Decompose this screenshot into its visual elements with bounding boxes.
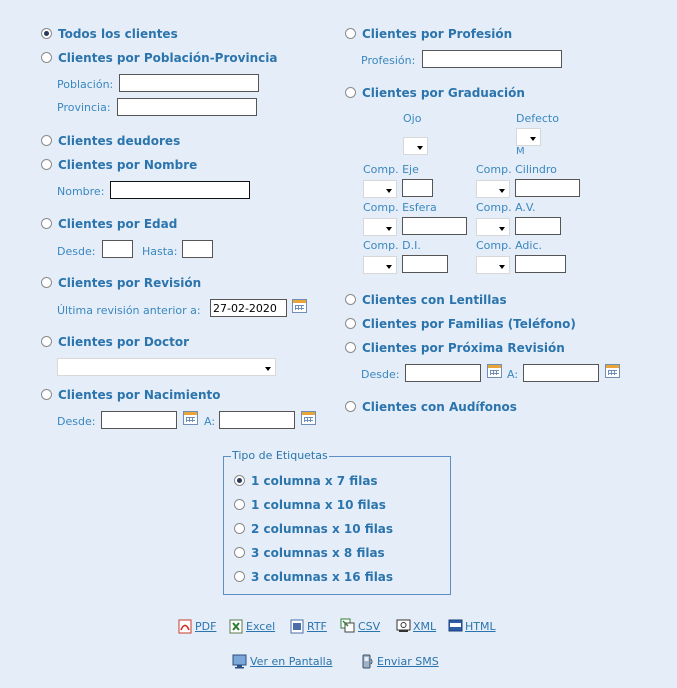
profesion-field-label: Profesión: (361, 54, 416, 67)
etiqueta-option-label-1: 1 columna x 10 filas (251, 498, 386, 512)
nacimiento-a-input[interactable] (219, 411, 295, 429)
etiqueta-option-radio-3[interactable] (234, 547, 245, 558)
profesion-label: Clientes por Profesión (362, 27, 513, 41)
etiqueta-option-label-4: 3 columnas x 16 filas (251, 570, 394, 584)
nacimiento-a-calendar-icon[interactable] (301, 411, 316, 425)
xml-icon[interactable] (396, 618, 411, 633)
html-icon[interactable] (448, 618, 463, 633)
edad-hasta-input[interactable] (182, 240, 213, 258)
csv-icon[interactable] (340, 618, 355, 633)
doctor-label: Clientes por Doctor (58, 335, 190, 349)
deudores-radio[interactable] (41, 135, 52, 146)
proxima-revision-radio[interactable] (345, 342, 356, 353)
poblacion-input[interactable] (119, 74, 259, 92)
ultima-revision-input[interactable] (210, 299, 287, 317)
comp-av-select[interactable] (476, 218, 510, 236)
comp-eje-select[interactable] (363, 180, 397, 198)
audifonos-label: Clientes con Audífonos (362, 400, 517, 414)
comp-di-input[interactable] (402, 255, 448, 273)
doctor-select[interactable] (57, 358, 276, 376)
revision-label: Clientes por Revisión (58, 276, 202, 290)
comp-esfera-label: Comp. Esfera (363, 201, 437, 214)
revision-calendar-icon[interactable] (292, 299, 307, 313)
export-excel-link[interactable]: Excel (246, 620, 276, 633)
etiqueta-option-label-2: 2 columnas x 10 filas (251, 522, 394, 536)
edad-desde-input[interactable] (102, 240, 133, 258)
ojo-label: Ojo (403, 112, 422, 125)
etiqueta-option-label-0: 1 columna x 7 filas (251, 474, 378, 488)
edad-label: Clientes por Edad (58, 217, 178, 231)
proxima-a-calendar-icon[interactable] (605, 364, 620, 378)
tipo-etiquetas-legend: Tipo de Etiquetas (232, 449, 328, 462)
nacimiento-desde-label: Desde: (57, 415, 96, 428)
enviar-sms-link[interactable]: Enviar SMS (377, 655, 439, 668)
comp-cilindro-select[interactable] (476, 180, 510, 198)
provincia-input[interactable] (117, 98, 257, 116)
comp-di-label: Comp. D.I. (363, 239, 421, 252)
doctor-radio[interactable] (41, 336, 52, 347)
provincia-label: Provincia: (57, 101, 111, 114)
nombre-input[interactable] (110, 181, 250, 199)
revision-radio[interactable] (41, 277, 52, 288)
comp-cilindro-label: Comp. Cilindro (476, 163, 557, 176)
todos-label: Todos los clientes (58, 27, 178, 41)
proxima-a-input[interactable] (523, 364, 599, 382)
comp-av-label: Comp. A.V. (476, 201, 536, 214)
comp-av-input[interactable] (515, 217, 561, 235)
comp-esfera-input[interactable] (402, 217, 467, 235)
edad-radio[interactable] (41, 218, 52, 229)
graduacion-label: Clientes por Graduación (362, 86, 525, 100)
etiqueta-option-label-3: 3 columnas x 8 filas (251, 546, 385, 560)
pdf-icon[interactable] (178, 619, 193, 634)
defecto-value: M (516, 146, 525, 157)
deudores-label: Clientes deudores (58, 134, 181, 148)
defecto-select[interactable] (516, 128, 541, 146)
defecto-label: Defecto (516, 112, 559, 125)
etiqueta-option-radio-2[interactable] (234, 523, 245, 534)
comp-adic-input[interactable] (515, 255, 566, 273)
profesion-radio[interactable] (345, 28, 356, 39)
audifonos-radio[interactable] (345, 401, 356, 412)
edad-desde-label: Desde: (57, 245, 96, 258)
nombre-label: Clientes por Nombre (58, 158, 198, 172)
ultima-revision-label: Última revisión anterior a: (57, 304, 201, 317)
nacimiento-desde-input[interactable] (101, 411, 177, 429)
ojo-select[interactable] (403, 137, 428, 155)
comp-adic-select[interactable] (476, 256, 510, 274)
lentillas-radio[interactable] (345, 294, 356, 305)
proxima-a-label: A: (507, 368, 519, 381)
export-csv-link[interactable]: CSV (358, 620, 381, 633)
edad-hasta-label: Hasta: (142, 245, 178, 258)
lentillas-label: Clientes con Lentillas (362, 293, 507, 307)
proxima-revision-label: Clientes por Próxima Revisión (362, 341, 565, 355)
proxima-desde-input[interactable] (405, 364, 481, 382)
todos-radio[interactable] (41, 28, 52, 39)
proxima-desde-label: Desde: (361, 368, 400, 381)
poblacion-provincia-radio[interactable] (41, 52, 52, 63)
nacimiento-a-label: A: (204, 415, 216, 428)
nacimiento-radio[interactable] (41, 389, 52, 400)
etiqueta-option-radio-1[interactable] (234, 499, 245, 510)
export-html-link[interactable]: HTML (465, 620, 496, 633)
familias-radio[interactable] (345, 318, 356, 329)
excel-icon[interactable] (229, 619, 244, 634)
comp-eje-input[interactable] (402, 179, 433, 197)
graduacion-radio[interactable] (345, 87, 356, 98)
comp-eje-label: Comp. Eje (363, 163, 419, 176)
poblacion-label: Población: (57, 78, 114, 91)
nacimiento-desde-calendar-icon[interactable] (183, 411, 198, 425)
etiqueta-option-radio-4[interactable] (234, 571, 245, 582)
rtf-icon[interactable] (290, 619, 305, 634)
sms-phone-icon[interactable] (360, 654, 375, 669)
export-rtf-link[interactable]: RTF (307, 620, 327, 633)
familias-label: Clientes por Familias (Teléfono) (362, 317, 576, 331)
comp-cilindro-input[interactable] (515, 179, 580, 197)
ver-en-pantalla-link[interactable]: Ver en Pantalla (250, 655, 333, 668)
monitor-icon[interactable] (232, 654, 247, 669)
proxima-desde-calendar-icon[interactable] (487, 364, 502, 378)
etiqueta-option-radio-0[interactable] (234, 475, 245, 486)
profesion-input[interactable] (422, 50, 562, 68)
comp-di-select[interactable] (363, 256, 397, 274)
nombre-field-label: Nombre: (57, 185, 105, 198)
comp-esfera-select[interactable] (363, 218, 397, 236)
nombre-radio[interactable] (41, 159, 52, 170)
export-pdf-link[interactable]: PDF (195, 620, 217, 633)
comp-adic-label: Comp. Adic. (476, 239, 543, 252)
nacimiento-label: Clientes por Nacimiento (58, 388, 221, 402)
export-xml-link[interactable]: XML (413, 620, 437, 633)
poblacion-provincia-label: Clientes por Población-Provincia (58, 51, 278, 65)
